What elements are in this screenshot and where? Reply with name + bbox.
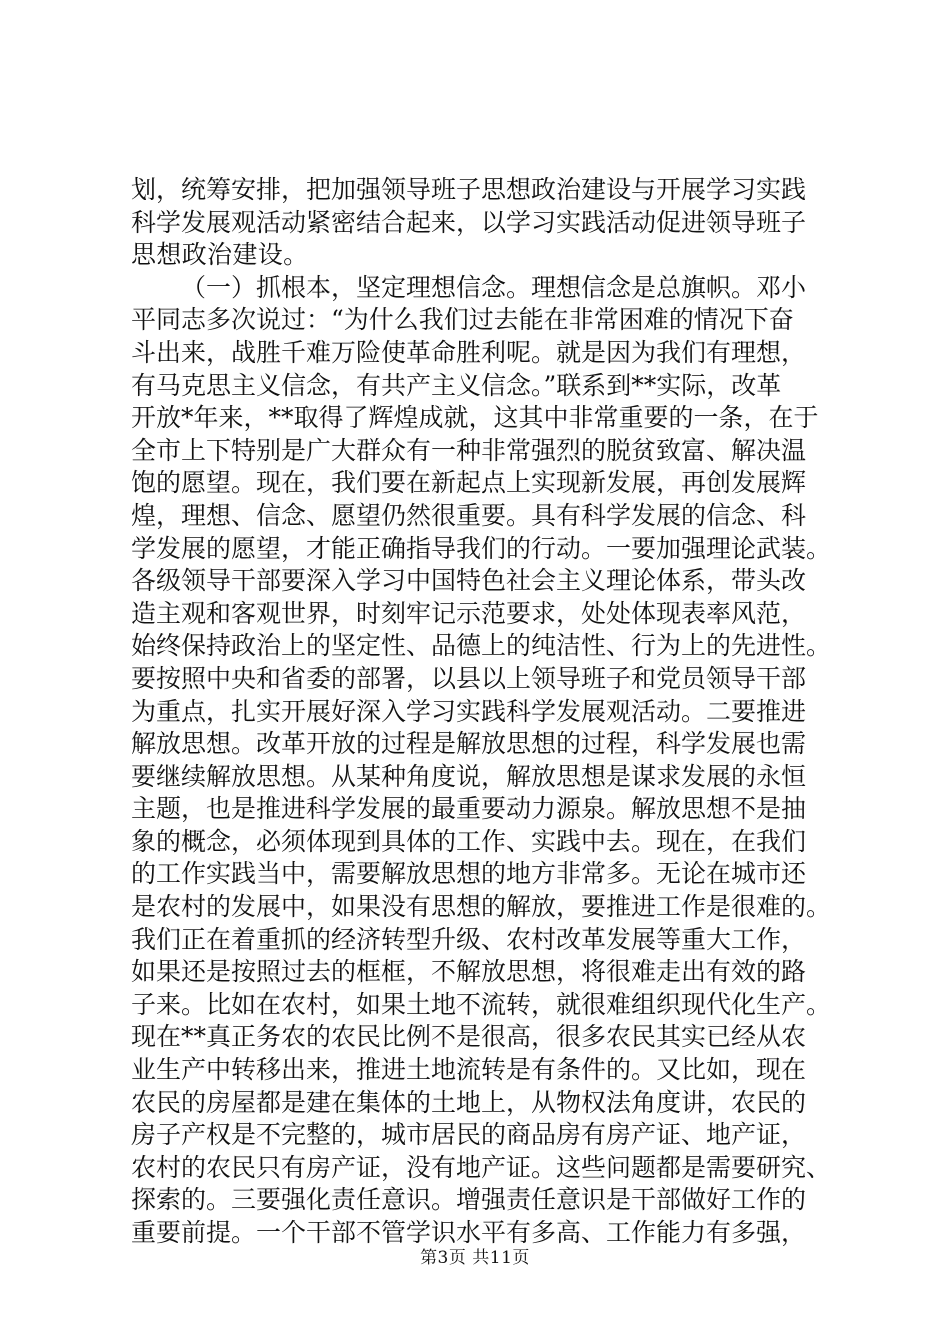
text-line: 现在**真正务农的农民比例不是很高，很多农民其实已经从农	[131, 1022, 807, 1052]
text-line: 平同志多次说过：“为什么我们过去能在非常困难的情况下奋	[131, 305, 794, 335]
text-line: 划，统筹安排，把加强领导班子思想政治建设与开展学习实践	[131, 175, 807, 204]
text-line: 我们正在着重抓的经济转型升级、农村改革发展等重大工作，	[131, 924, 807, 954]
text-line: 业生产中转移出来，推进土地流转是有条件的。又比如，现在	[131, 1055, 807, 1085]
text-line: 如果还是按照过去的框框，不解放思想，将很难走出有效的路	[131, 957, 807, 987]
text-line: 有马克思主义信念，有共产主义信念。”联系到**实际，改革	[131, 370, 782, 400]
text-line: 全市上下特别是广大群众有一种非常强烈的脱贫致富、解决温	[131, 435, 807, 465]
text-line: 学发展的愿望，才能正确指导我们的行动。一要加强理论武装。	[131, 533, 832, 563]
text-line: 房子产权是不完整的，城市居民的商品房有房产证、地产证，	[131, 1120, 807, 1150]
text-line: 为重点，扎实开展好深入学习实践科学发展观活动。二要推进	[131, 696, 807, 726]
text-line: 斗出来，战胜千难万险使革命胜利呢。就是因为我们有理想，	[131, 337, 807, 367]
text-line: 科学发展观活动紧密结合起来，以学习实践活动促进领导班子	[131, 207, 807, 237]
text-line: 的工作实践当中，需要解放思想的地方非常多。无论在城市还	[131, 859, 807, 889]
text-line: 重要前提。一个干部不管学识水平有多高、工作能力有多强，	[131, 1218, 807, 1247]
text-line: 主题，也是推进科学发展的最重要动力源泉。解放思想不是抽	[131, 794, 807, 824]
text-line: 煌，理想、信念、愿望仍然很重要。具有科学发展的信念、科	[131, 500, 807, 530]
text-line: 要继续解放思想。从某种角度说，解放思想是谋求发展的永恒	[131, 761, 807, 791]
text-line: 饱的愿望。现在，我们要在新起点上实现新发展，再创发展辉	[131, 468, 807, 498]
text-line: 子来。比如在农村，如果土地不流转，就很难组织现代化生产。	[131, 989, 832, 1019]
text-line: 造主观和客观世界，时刻牢记示范要求，处处体现表率风范，	[131, 598, 807, 628]
text-line: 探索的。三要强化责任意识。增强责任意识是干部做好工作的	[131, 1185, 807, 1215]
text-line: 解放思想。改革开放的过程是解放思想的过程，科学发展也需	[131, 729, 807, 759]
text-line: 是农村的发展中，如果没有思想的解放，要推进工作是很难的。	[131, 892, 832, 922]
text-line: 各级领导干部要深入学习中国特色社会主义理论体系，带头改	[131, 566, 807, 596]
text-line: 思想政治建设。	[131, 240, 309, 270]
text-line: 要按照中央和省委的部署，以县以上领导班子和党员领导干部	[131, 663, 807, 693]
body-text	[131, 174, 831, 1250]
text-line: 开放*年来，**取得了辉煌成就，这其中非常重要的一条，在于	[131, 403, 819, 433]
text-line: （一）抓根本，坚定理想信念。理想信念是总旗帜。邓小	[181, 272, 807, 302]
text-line: 始终保持政治上的坚定性、品德上的纯洁性、行为上的先进性。	[131, 631, 832, 661]
text-line: 农村的农民只有房产证，没有地产证。这些问题都是需要研究、	[131, 1152, 832, 1182]
text-line: 农民的房屋都是建在集体的土地上，从物权法角度讲，农民的	[131, 1087, 807, 1117]
page-footer: 第3页 共11页	[420, 1248, 530, 1268]
text-line: 象的概念，必须体现到具体的工作、实践中去。现在，在我们	[131, 826, 807, 856]
